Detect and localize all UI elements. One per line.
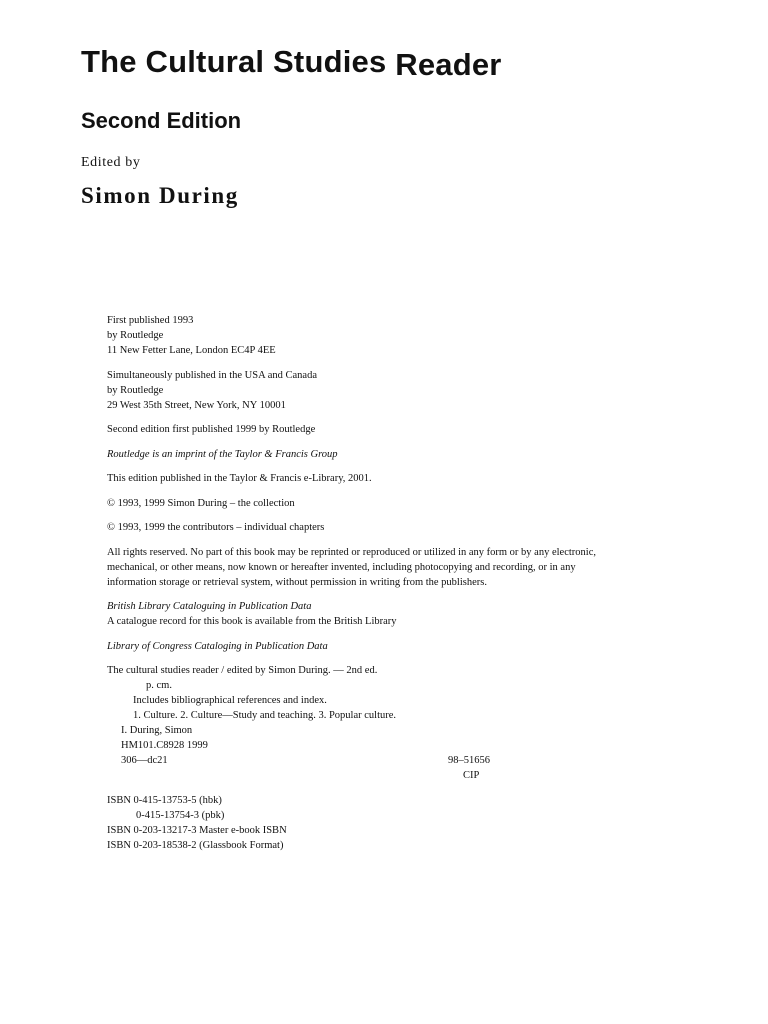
cataloging-pages: p. cm.	[146, 680, 172, 691]
loc-heading: Library of Congress Cataloging in Publication Data	[107, 640, 328, 652]
ebook-edition-text: This edition published in the Taylor & Francis e-Library, 2001.	[107, 473, 372, 484]
copyright-chapters-text: © 1993, 1999 the contributors – individual chapters	[107, 522, 325, 533]
second-edition-text: Second edition first published 1999 by Routledge	[107, 424, 316, 435]
cataloging-author: I. During, Simon	[121, 725, 193, 736]
editor-name: Simon During	[81, 183, 239, 208]
cataloging-cip: CIP	[463, 770, 480, 781]
cataloging-classification: HM101.C8928 1999	[121, 740, 208, 751]
cataloging-dewey: 306—dc21	[121, 755, 168, 766]
isbn-pbk: 0-415-13754-3 (pbk)	[136, 809, 225, 821]
usa-publication-line: Simultaneously published in the USA and Canada	[107, 369, 317, 381]
copyright-chapters-note	[107, 520, 667, 535]
cataloging-includes: Includes bibliographical references and index.	[133, 695, 327, 706]
usa-address: 29 West 35th Street, New York, NY 10001	[107, 399, 286, 411]
first-published-block	[107, 313, 667, 358]
isbn-ebook: ISBN 0-203-13217-3 Master e-book ISBN	[107, 824, 287, 836]
british-library-block	[107, 599, 667, 629]
first-published-line: First published 1993	[107, 315, 194, 326]
edition-heading: Second Edition	[81, 108, 242, 133]
copyright-collection-note	[107, 496, 667, 511]
imprint-note	[107, 447, 667, 462]
rights-line: All rights reserved. No part of this book may be reprinted or reproduced or utilized in any form or by any electronic,	[107, 546, 596, 558]
isbn-hbk: ISBN 0-415-13753-5 (hbk)	[107, 794, 222, 806]
cataloging-cip-row	[107, 768, 667, 783]
cataloging-block	[107, 663, 667, 783]
imprint-text: Routledge is an imprint of the Taylor & Francis Group	[107, 448, 338, 460]
british-library-text: A catalogue record for this book is available from the British Library	[107, 616, 397, 627]
first-published-publisher: by Routledge	[107, 330, 164, 341]
copyright-block	[107, 313, 667, 862]
rights-statement	[107, 545, 667, 590]
cataloging-dewey-row	[107, 753, 667, 768]
second-edition-note	[107, 422, 667, 437]
first-published-address: 11 New Fetter Lane, London EC4P 4EE	[107, 345, 276, 356]
british-library-heading: British Library Cataloguing in Publication Data	[107, 601, 312, 612]
book-title-end: Reader	[395, 47, 502, 82]
isbn-block	[107, 793, 667, 853]
cataloging-subjects: 1. Culture. 2. Culture—Study and teaching. 3. Popular culture.	[133, 710, 397, 721]
rights-line: information storage or retrieval system, without permission in writing from the publishers.	[107, 576, 487, 588]
rights-line: mechanical, or other means, now known or hereafter invented, including photocopying and recording, or in any	[107, 561, 576, 573]
loc-heading-block	[107, 639, 667, 654]
ebook-edition-note	[107, 471, 667, 486]
usa-publication-block	[107, 368, 667, 413]
copyright-collection-text: © 1993, 1999 Simon During – the collection	[107, 497, 295, 509]
book-title-main: The Cultural Studies	[81, 44, 387, 79]
edited-by-label: Edited by	[81, 155, 141, 170]
usa-publisher: by Routledge	[107, 384, 164, 396]
cataloging-entry: The cultural studies reader / edited by Simon During. — 2nd ed.	[107, 665, 378, 676]
book-title	[81, 44, 502, 80]
cataloging-lccn: 98–51656	[448, 755, 490, 766]
isbn-glassbook: ISBN 0-203-18538-2 (Glassbook Format)	[107, 839, 284, 851]
